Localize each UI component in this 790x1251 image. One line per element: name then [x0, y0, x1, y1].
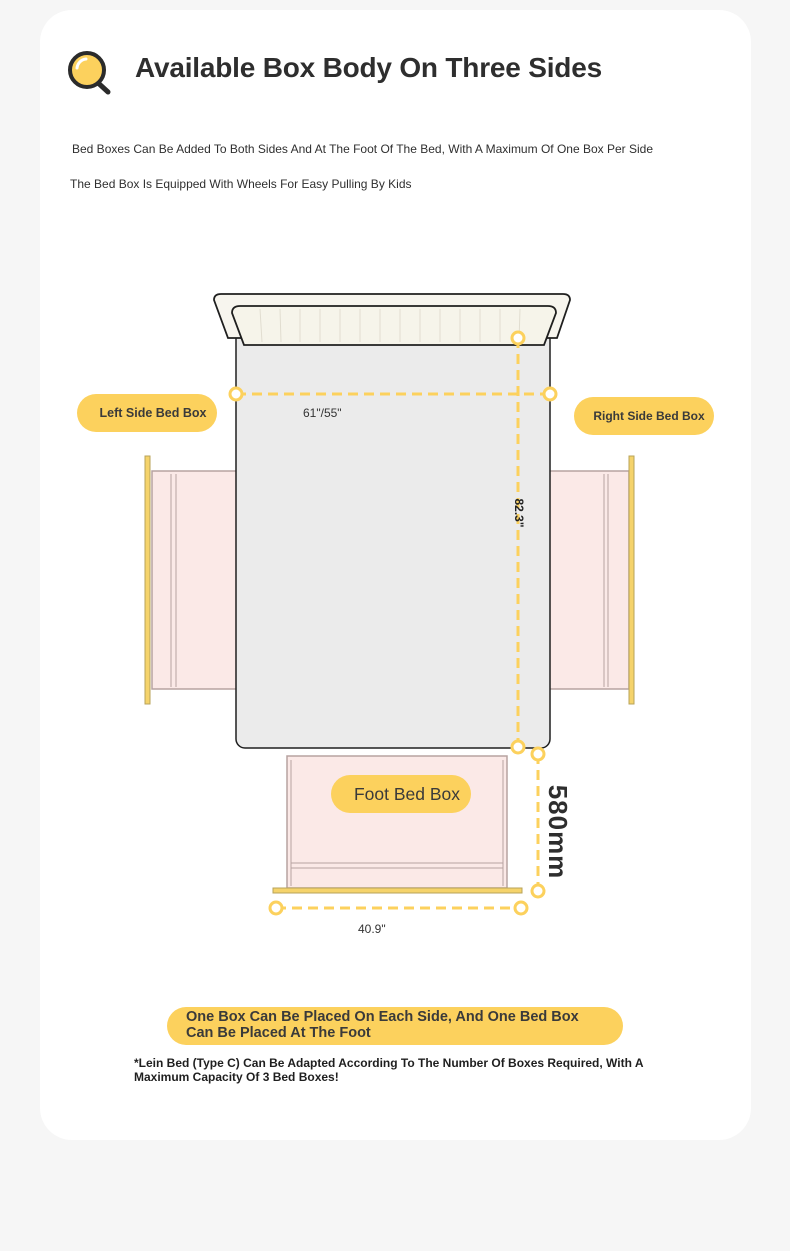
mattress — [236, 320, 550, 748]
foot-bed-box-label: Foot Bed Box — [331, 775, 471, 813]
summary-banner: One Box Can Be Placed On Each Side, And One Bed Box Can Be Placed At The Foot — [167, 1007, 623, 1045]
right-bed-box — [549, 456, 634, 704]
description-line-2: The Bed Box Is Equipped With Wheels For Easy Pulling By Kids — [70, 177, 412, 191]
description-line-1: Bed Boxes Can Be Added To Both Sides And At The Foot Of The Bed, With A Maximum Of One Box Per Side — [72, 142, 653, 156]
foot-width-dimension-label: 40.9" — [358, 922, 386, 936]
right-side-bed-box-label: Right Side Bed Box — [574, 397, 714, 435]
foot-height-dimension-label: 580mm — [543, 784, 574, 880]
page-title: Available Box Body On Three Sides — [135, 52, 602, 83]
capacity-note: *Lein Bed (Type C) Can Be Adapted According To The Number Of Boxes Required, With A Maximum Capacity Of 3 Bed Boxes! — [134, 1056, 644, 1084]
width-dimension-label: 61"/55" — [303, 406, 342, 420]
foot-width-dimension-line — [270, 902, 527, 914]
length-dimension-label: 82.3" — [512, 498, 526, 528]
left-bed-box — [145, 456, 238, 704]
left-side-bed-box-label: Left Side Bed Box — [77, 394, 217, 432]
